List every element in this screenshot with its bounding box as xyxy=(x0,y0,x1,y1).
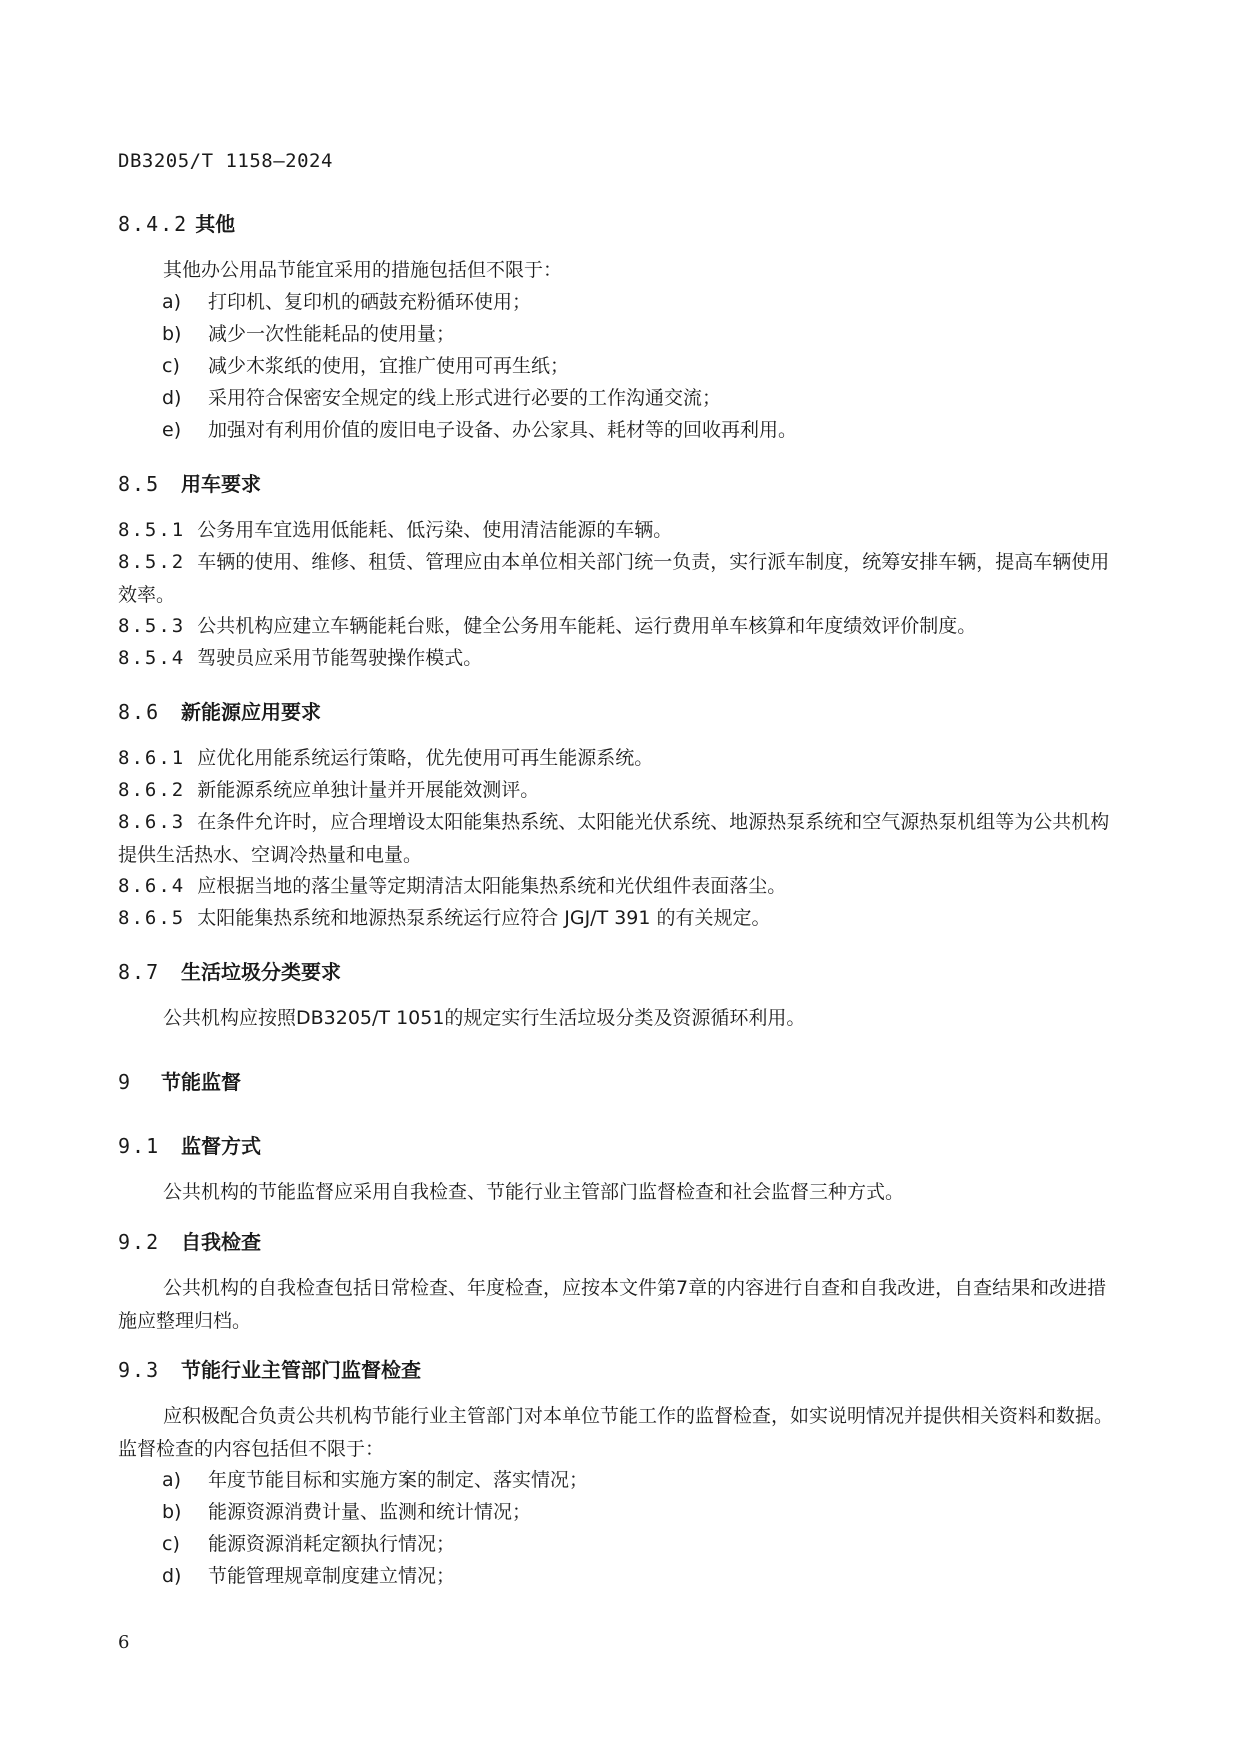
list-marker: a) xyxy=(162,291,182,313)
clause-number: 8.6.3 xyxy=(118,811,186,833)
clause-8-6-4 xyxy=(118,870,1124,903)
paragraph-9-2: 公共机构的自我检查包括日常检查、年度检查，应按本文件第7章的内容进行自查和自我改进，自查结果和改进措施应整理归档。 xyxy=(118,1277,1107,1332)
clause-8-5-3 xyxy=(118,610,1124,643)
clause-text: 应优化用能系统运行策略，优先使用可再生能源系统。 xyxy=(197,747,654,769)
list-item xyxy=(162,1464,588,1497)
heading-8-5 xyxy=(118,468,261,497)
clause-8-6-5 xyxy=(118,902,1124,935)
list-marker: b) xyxy=(162,323,182,345)
paragraph-8-7: 公共机构应按照DB3205/T 1051的规定实行生活垃圾分类及资源循环利用。 xyxy=(163,1007,806,1029)
clause-8-6-1 xyxy=(118,742,1124,775)
list-text: 减少木浆纸的使用，宜推广使用可再生纸； xyxy=(208,355,570,377)
clause-8-6-3 xyxy=(118,806,1124,872)
heading-number: 9.1 xyxy=(118,1134,161,1158)
heading-title: 节能监督 xyxy=(160,1070,241,1094)
list-marker: c) xyxy=(162,355,180,377)
clause-number: 8.6.1 xyxy=(118,747,186,769)
list-text: 加强对有利用价值的废旧电子设备、办公家具、耗材等的回收再利用。 xyxy=(208,419,798,441)
list-marker: e) xyxy=(162,419,182,441)
heading-8-4-2 xyxy=(118,208,235,237)
clause-text: 公共机构应建立车辆能耗台账，健全公务用车能耗、运行费用单车核算和年度绩效评价制度。 xyxy=(197,615,977,637)
list-marker: c) xyxy=(162,1533,180,1555)
heading-9-3 xyxy=(118,1354,421,1383)
clause-8-5-1 xyxy=(118,514,1124,547)
heading-number: 8.7 xyxy=(118,960,161,984)
clause-text: 太阳能集热系统和地源热泵系统运行应符合 JGJ/T 391 的有关规定。 xyxy=(197,907,771,929)
list-text: 年度节能目标和实施方案的制定、落实情况； xyxy=(208,1469,589,1491)
list-text: 减少一次性能耗品的使用量； xyxy=(208,323,456,345)
heading-9-1 xyxy=(118,1130,261,1159)
list-marker: a) xyxy=(162,1469,182,1491)
list-item xyxy=(162,1496,531,1529)
heading-title: 生活垃圾分类要求 xyxy=(180,960,341,984)
heading-number: 8.5 xyxy=(118,472,161,496)
clause-text: 新能源系统应单独计量并开展能效测评。 xyxy=(197,779,540,801)
heading-title: 用车要求 xyxy=(180,472,261,496)
list-item xyxy=(162,286,531,319)
list-item xyxy=(162,1560,455,1593)
list-item xyxy=(162,382,721,415)
list-text: 采用符合保密安全规定的线上形式进行必要的工作沟通交流； xyxy=(208,387,722,409)
clause-text: 应根据当地的落尘量等定期清洁太阳能集热系统和光伏组件表面落尘。 xyxy=(197,875,787,897)
heading-title: 监督方式 xyxy=(180,1134,261,1158)
clause-8-5-2 xyxy=(118,546,1124,612)
list-item xyxy=(162,350,569,383)
paragraph-9-1: 公共机构的节能监督应采用自我检查、节能行业主管部门监督检查和社会监督三种方式。 xyxy=(163,1181,905,1203)
list-text: 能源资源消耗定额执行情况； xyxy=(208,1533,456,1555)
clause-number: 8.6.5 xyxy=(118,907,186,929)
clause-number: 8.6.4 xyxy=(118,875,186,897)
heading-9-2 xyxy=(118,1226,261,1255)
heading-number: 8.4.2 xyxy=(118,212,189,236)
document-code: DB3205/T 1158—2024 xyxy=(118,150,333,172)
clause-number: 8.5.1 xyxy=(118,519,186,541)
heading-title: 其他 xyxy=(195,212,236,236)
list-text: 节能管理规章制度建立情况； xyxy=(208,1565,456,1587)
list-item xyxy=(162,1528,455,1561)
clause-text: 车辆的使用、维修、租赁、管理应由本单位相关部门统一负责，实行派车制度，统筹安排车辆，提高车辆使用效率。 xyxy=(118,551,1110,606)
list-item xyxy=(162,414,797,447)
paragraph-8-4-2-intro: 其他办公用品节能宜采用的措施包括但不限于： xyxy=(163,259,563,281)
clause-8-6-2 xyxy=(118,774,1124,807)
heading-number: 9.2 xyxy=(118,1230,161,1254)
list-marker: d) xyxy=(162,1565,182,1587)
clause-number: 8.5.3 xyxy=(118,615,186,637)
heading-9 xyxy=(118,1066,241,1095)
list-marker: b) xyxy=(162,1501,182,1523)
clause-number: 8.5.2 xyxy=(118,551,186,573)
list-item xyxy=(162,318,455,351)
list-text: 打印机、复印机的硒鼓充粉循环使用； xyxy=(208,291,532,313)
page-number: 6 xyxy=(118,1632,130,1653)
heading-title: 自我检查 xyxy=(180,1230,261,1254)
clause-text: 在条件允许时，应合理增设太阳能集热系统、太阳能光伏系统、地源热泵系统和空气源热泵机组等为公共机构提供生活热水、空调冷热量和电量。 xyxy=(118,811,1110,866)
clause-8-5-4 xyxy=(118,642,1124,675)
list-marker: d) xyxy=(162,387,182,409)
heading-title: 节能行业主管部门监督检查 xyxy=(180,1358,421,1382)
heading-number: 9 xyxy=(118,1070,133,1094)
clause-number: 8.5.4 xyxy=(118,647,186,669)
heading-title: 新能源应用要求 xyxy=(180,700,321,724)
paragraph-9-3: 应积极配合负责公共机构节能行业主管部门对本单位节能工作的监督检查，如实说明情况并提供相关资料和数据。监督检查的内容包括但不限于： xyxy=(118,1405,1114,1460)
heading-8-6 xyxy=(118,696,321,725)
clause-text: 公务用车宜选用低能耗、低污染、使用清洁能源的车辆。 xyxy=(197,519,673,541)
heading-8-7 xyxy=(118,956,341,985)
clause-number: 8.6.2 xyxy=(118,779,186,801)
clause-text: 驾驶员应采用节能驾驶操作模式。 xyxy=(197,647,483,669)
heading-number: 9.3 xyxy=(118,1358,161,1382)
list-text: 能源资源消费计量、监测和统计情况； xyxy=(208,1501,532,1523)
heading-number: 8.6 xyxy=(118,700,161,724)
